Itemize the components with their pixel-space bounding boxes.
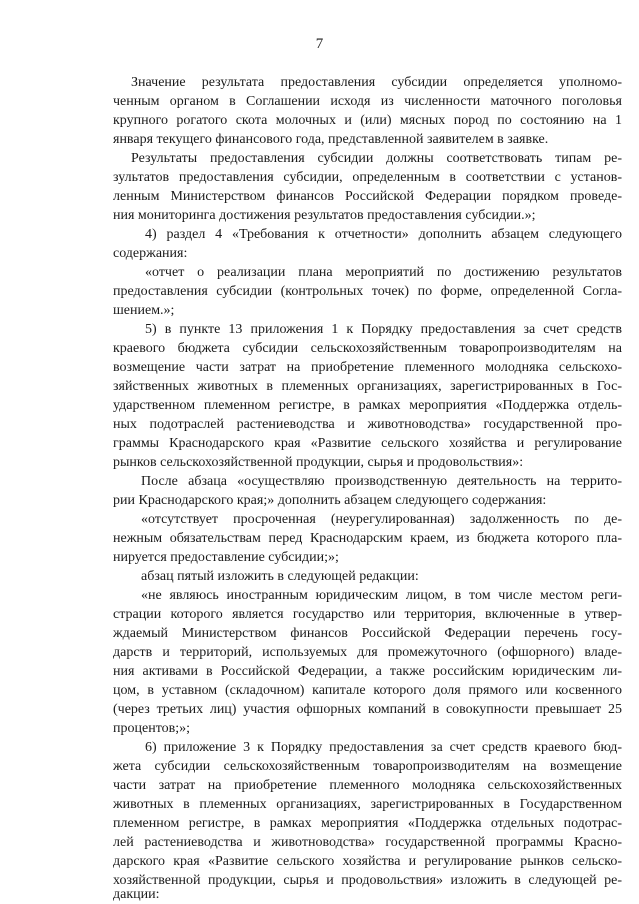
text-line: ченным органом в Соглашении исходя из численности маточного поголовья — [113, 94, 622, 109]
text-line: дакции: — [113, 887, 160, 902]
text-line: дарств и территорий, используемых для промежуточного (офшорного) владе- — [113, 645, 622, 660]
text-line: рынков сельскохозяйственной продукции, сырья и продовольствия»: — [113, 455, 524, 470]
text-line: 6) приложение 3 к Порядку предоставления за счет средств краевого бюд- — [145, 740, 622, 755]
text-line: «не являюсь иностранным юридическим лицом, в том числе местом реги- — [141, 588, 622, 603]
text-line: процентов;»; — [113, 721, 191, 736]
text-line: ждаемый Министерством финансов Российской Федерации перечень госу- — [113, 626, 622, 641]
text-line: хозяйственной продукции, сырья и продовольствия» изложить в следующей ре- — [113, 873, 622, 888]
page-number: 7 — [315, 36, 324, 52]
text-line: Значение результата предоставления субсидии определяется уполномо- — [131, 75, 622, 90]
text-line: нежным обязательствам перед Краснодарским краем, из бюджета которого пла- — [113, 531, 622, 546]
text-line: нируется предоставление субсидии;»; — [113, 550, 339, 565]
text-line: лей растениеводства и животноводства» государственной программы Красно- — [113, 835, 622, 850]
text-line: зяйственных животных в племенных организациях, зарегистрированных в Гос- — [113, 379, 622, 394]
text-line: шением.»; — [113, 303, 175, 318]
text-line: возмещение части затрат на приобретение племенного молодняка сельскохо- — [113, 360, 622, 375]
text-line: ных подотраслей растениеводства и животноводства» государственной про- — [113, 417, 622, 432]
text-line: части затрат на приобретение племенного молодняка сельскохозяйственных — [113, 778, 622, 793]
text-line: ния мониторинга достижения результатов предоставления субсидии.»; — [113, 208, 536, 223]
text-line: 5) в пункте 13 приложения 1 к Порядку предоставления за счет средств — [145, 322, 622, 337]
text-line: граммы Краснодарского края «Развитие сельского хозяйства и регулирование — [113, 436, 622, 451]
text-line: (через третьих лиц) участия офшорных компаний в совокупности превышает 25 — [113, 702, 622, 717]
text-line: страции которого является государство или территория, включенные в утвер- — [113, 607, 622, 622]
text-line: После абзаца «осуществляю производственную деятельность на террито- — [141, 474, 622, 489]
text-line: ударственном племенном регистре, в рамках мероприятия «Поддержка отдель- — [113, 398, 622, 413]
text-line: животных в племенных организациях, зарегистрированных в Государственном — [113, 797, 622, 812]
text-line: «отчет о реализации плана мероприятий по достижению результатов — [145, 265, 622, 280]
text-line: января текущего финансового года, представленной заявителем в заявке. — [113, 132, 549, 147]
text-line: цом, в уставном (складочном) капитале которого доля прямого или косвенного — [113, 683, 622, 698]
text-line: предоставления субсидии (контрольных точек) по форме, определенной Согла- — [113, 284, 622, 299]
text-line: 4) раздел 4 «Требования к отчетности» дополнить абзацем следующего — [145, 227, 622, 242]
text-line: «отсутствует просроченная (неурегулированная) задолженность по де- — [141, 512, 622, 527]
text-line: краевого бюджета субсидии сельскохозяйственным товаропроизводителям на — [113, 341, 622, 356]
text-line: рии Краснодарского края;» дополнить абзацем следующего содержания: — [113, 493, 547, 508]
text-line: жета субсидии сельскохозяйственным товаропроизводителям на возмещение — [113, 759, 622, 774]
text-line: ленным Министерством финансов Российской Федерации порядком проведе- — [113, 189, 622, 204]
text-line: крупного рогатого скота молочных и (или) мясных пород по состоянию на 1 — [113, 113, 622, 128]
text-line: содержания: — [113, 246, 188, 261]
text-line: племенном регистре, в рамках мероприятия «Поддержка отдельных подотрас- — [113, 816, 622, 831]
text-line: Результаты предоставления субсидии должны соответствовать типам ре- — [131, 151, 622, 166]
text-line: дарского края «Развитие сельского хозяйства и регулирование рынков сельско- — [113, 854, 622, 869]
text-line: зультатов предоставления субсидии, определенным в соответствии с установ- — [113, 170, 622, 185]
text-line: ния активами в Российской Федерации, а также российским юридическим ли- — [113, 664, 622, 679]
text-line: абзац пятый изложить в следующей редакции: — [141, 569, 419, 584]
